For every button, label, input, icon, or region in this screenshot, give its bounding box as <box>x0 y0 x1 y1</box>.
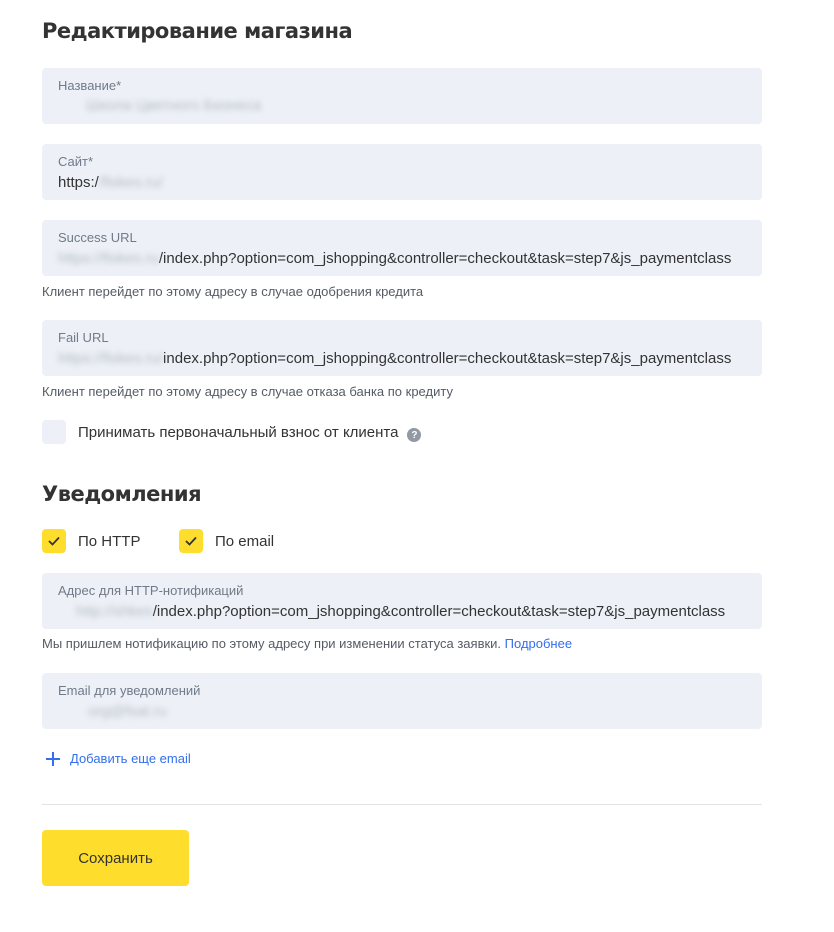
success-url-value: /index.php?option=com_jshopping&controller=checkout&task=step7&js_paymentclass <box>158 250 732 267</box>
success-url-field[interactable] <box>42 220 762 276</box>
question-icon[interactable]: ? <box>407 428 421 442</box>
initial-payment-label: Принимать первоначальный взнос от клиента <box>78 423 399 441</box>
notification-email-label: Email для уведомлений <box>58 683 201 698</box>
notify-email-checkbox[interactable] <box>179 529 203 553</box>
plus-icon <box>46 752 60 766</box>
fail-url-masked: https://fiskes.ru/ <box>58 350 164 367</box>
http-notification-hint-text: Мы пришлем нотификацию по этому адресу при изменении статуса заявки. <box>42 636 502 651</box>
checkmark-icon <box>185 536 197 546</box>
notify-email-option[interactable] <box>179 529 274 553</box>
checkmark-icon <box>48 536 60 546</box>
site-field-prefix: https:/ <box>58 174 99 191</box>
name-field[interactable] <box>42 68 762 124</box>
more-info-link[interactable]: Подробнее <box>504 636 573 651</box>
fail-url-field[interactable] <box>42 320 762 376</box>
site-field[interactable] <box>42 144 762 200</box>
http-notification-value: /index.php?option=com_jshopping&controller=checkout&task=step7&js_paymentclass <box>152 603 726 620</box>
http-notification-label: Адрес для HTTP-нотификаций <box>58 583 244 598</box>
notify-http-label: По HTTP <box>78 532 141 550</box>
notification-email-masked: org@fsat.ru <box>88 703 167 720</box>
notify-http-checkbox[interactable] <box>42 529 66 553</box>
add-email-label: Добавить еще email <box>70 751 191 766</box>
site-field-label: Сайт* <box>58 154 94 169</box>
initial-payment-checkbox[interactable] <box>42 420 66 444</box>
divider <box>42 804 762 805</box>
name-field-label: Название* <box>58 78 122 93</box>
fail-url-label: Fail URL <box>58 330 109 345</box>
notify-http-option[interactable] <box>42 529 140 553</box>
fail-url-hint: Клиент перейдет по этому адресу в случае отказа банка по кредиту <box>42 384 453 399</box>
notifications-title: Уведомления <box>42 482 202 506</box>
save-button[interactable]: Сохранить <box>42 830 189 886</box>
notify-email-label: По email <box>215 532 275 550</box>
site-field-masked: /fiskes.ru/ <box>98 174 164 191</box>
page-title: Редактирование магазина <box>42 19 353 43</box>
notification-email-field[interactable] <box>42 673 762 729</box>
http-notification-field[interactable] <box>42 573 762 629</box>
http-notification-hint <box>42 636 572 651</box>
http-notification-masked: http://shkes <box>76 603 153 620</box>
name-field-value: Школа Цветного Бизнеса <box>86 97 262 114</box>
success-url-hint: Клиент перейдет по этому адресу в случае одобрения кредита <box>42 284 424 299</box>
fail-url-value: index.php?option=com_jshopping&controller=checkout&task=step7&js_paymentclass <box>163 350 732 367</box>
initial-payment-option[interactable] <box>42 420 421 444</box>
add-email-link[interactable] <box>46 751 191 766</box>
success-url-masked: https://fiskes.ru <box>58 250 159 267</box>
success-url-label: Success URL <box>58 230 137 245</box>
